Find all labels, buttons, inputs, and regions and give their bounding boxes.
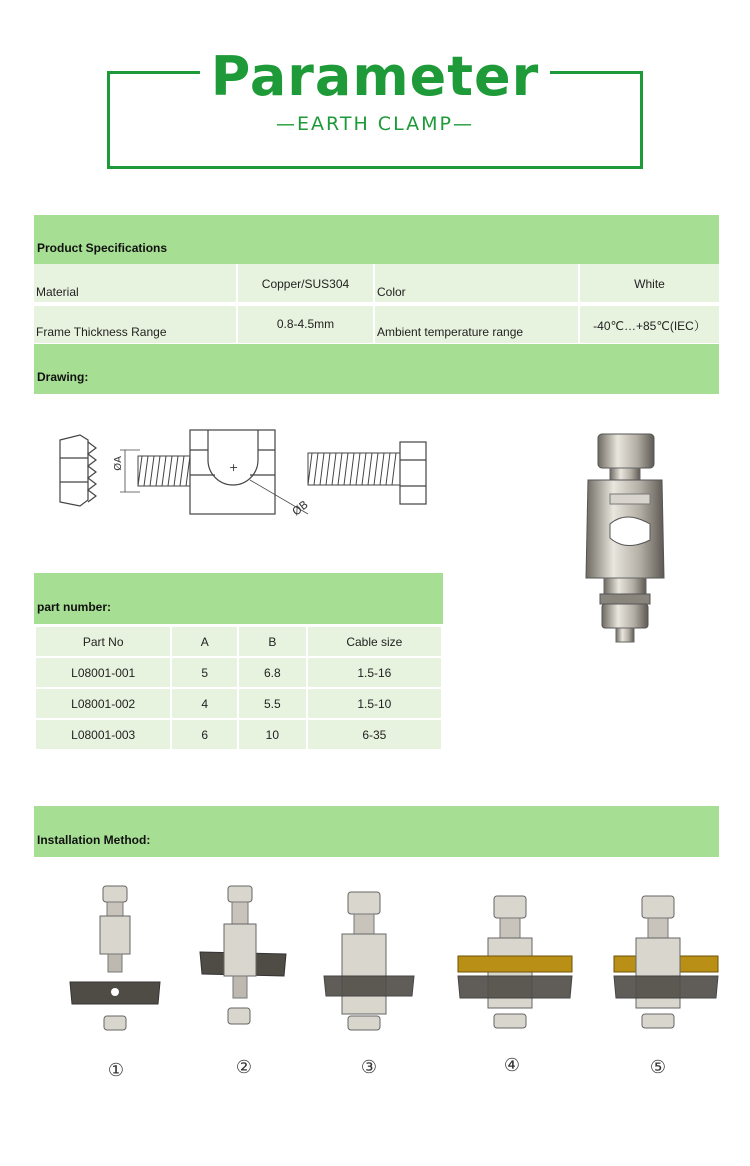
technical-drawing <box>50 420 450 530</box>
spec-heading-band <box>34 215 719 264</box>
table-cell: L08001-003 <box>35 719 171 750</box>
table-row <box>35 657 442 688</box>
installation-heading-band <box>34 806 719 857</box>
table-header-cell: A <box>171 626 238 657</box>
spec-label: Color <box>377 285 406 299</box>
parts-heading-band <box>34 573 443 624</box>
parts-heading: part number: <box>37 600 112 614</box>
installation-heading: Installation Method: <box>37 833 151 847</box>
page-title: Parameter <box>200 44 550 110</box>
spec-value-cell <box>580 306 719 343</box>
step-label: ① <box>107 1060 125 1081</box>
spec-label-cell <box>34 306 238 343</box>
table-cell: 5 <box>171 657 238 688</box>
dimension-a-label: ØA <box>113 456 124 471</box>
spec-value-cell <box>238 306 375 343</box>
installation-step-3-illustration <box>322 890 417 1036</box>
installation-step-2-illustration <box>196 884 291 1036</box>
spec-value: 0.8-4.5mm <box>276 317 335 331</box>
table-header-cell: Cable size <box>307 626 442 657</box>
spec-row <box>34 306 719 343</box>
spec-value-cell <box>238 264 375 302</box>
table-cell: 5.5 <box>238 688 307 719</box>
spec-value: Copper/SUS304 <box>261 277 350 291</box>
drawing-heading: Drawing: <box>37 370 89 384</box>
hex-nut-side-icon <box>60 435 96 506</box>
spec-value: -40℃…+85℃(IEC） <box>593 319 706 333</box>
installation-step-4-illustration <box>456 890 574 1036</box>
table-row <box>35 719 442 750</box>
table-cell: 10 <box>238 719 307 750</box>
table-cell: 6-35 <box>307 719 442 750</box>
bolt-thread-icon <box>308 453 400 485</box>
table-row <box>35 688 442 719</box>
spec-label-cell <box>34 264 238 302</box>
step-label: ② <box>235 1057 253 1078</box>
installation-step-1-illustration <box>68 884 163 1036</box>
table-cell: 6.8 <box>238 657 307 688</box>
bolt-head-icon <box>400 442 426 504</box>
table-cell: L08001-002 <box>35 688 171 719</box>
table-header-cell: Part No <box>35 626 171 657</box>
installation-step-5-illustration <box>612 890 720 1036</box>
page-subtitle: —EARTH CLAMP— <box>276 113 474 135</box>
table-cell: 1.5-16 <box>307 657 442 688</box>
table-cell: L08001-001 <box>35 657 171 688</box>
drawing-heading-band <box>34 344 719 394</box>
spec-heading: Product Specifications <box>37 241 168 255</box>
dimension-b-label: ØB <box>289 498 311 519</box>
step-label: ③ <box>360 1057 378 1078</box>
spec-label-cell <box>375 264 580 302</box>
spec-label: Material <box>36 285 79 299</box>
spec-value: White <box>634 277 665 291</box>
parts-table <box>34 625 443 751</box>
spec-value-cell <box>580 264 719 302</box>
table-cell: 4 <box>171 688 238 719</box>
step-label: ④ <box>503 1055 521 1076</box>
earth-clamp-photo <box>580 432 670 647</box>
step-label: ⑤ <box>649 1057 667 1078</box>
bolt-thread-icon <box>138 456 190 486</box>
spec-label-cell <box>375 306 580 343</box>
center-mark: + <box>229 461 239 474</box>
table-cell: 6 <box>171 719 238 750</box>
spec-row <box>34 264 719 304</box>
spec-label: Frame Thickness Range <box>36 325 167 339</box>
spec-label: Ambient temperature range <box>377 325 524 339</box>
table-cell: 1.5-10 <box>307 688 442 719</box>
table-header-cell: B <box>238 626 307 657</box>
table-header-row <box>35 626 442 657</box>
